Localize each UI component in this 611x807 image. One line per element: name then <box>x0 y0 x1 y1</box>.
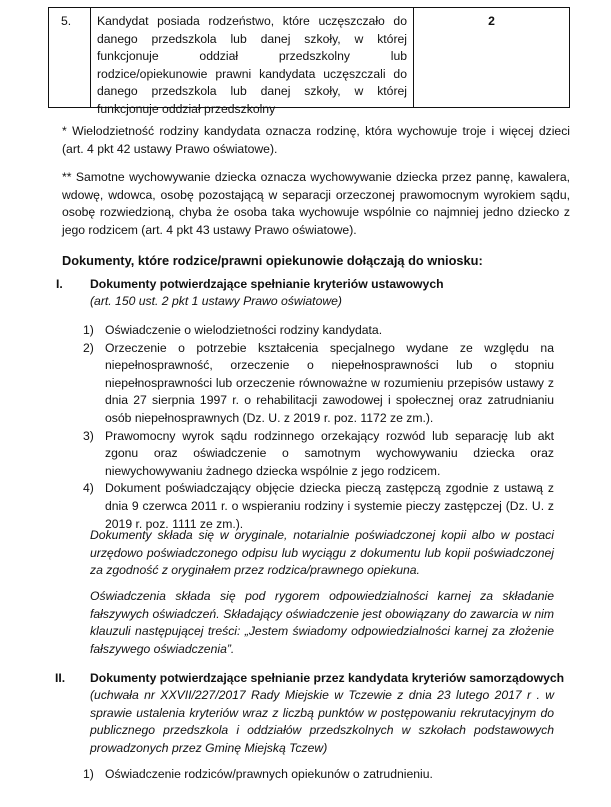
item-number: 1) <box>83 323 94 337</box>
section1-list <box>83 322 554 533</box>
item-number: 4) <box>83 481 94 496</box>
criterion-cell <box>91 8 414 116</box>
section1-title: Dokumenty potwierdzające spełnianie kryteriów ustawowych <box>90 277 444 291</box>
item-number: 2) <box>83 340 94 355</box>
criterion-text: Kandydat posiada rodzeństwo, które uczęszczało do danego przedszkola lub danej szkoły, w której funkcjonuje oddział przedszkolny lub rodzice/opiekunowie prawni kandydata uczęszczali do danego przedszkola lub danej szkoły, w której funkcjonuje oddział przedszkolny <box>97 14 407 116</box>
section1-numeral: I. <box>56 277 63 291</box>
list-item <box>83 340 554 428</box>
row-number-cell <box>48 8 91 107</box>
section2-title: Dokumenty potwierdzające spełnianie przez kandydata kryteriów samorządowych <box>90 671 565 685</box>
documents-heading: Dokumenty, które rodzice/prawni opiekunowie dołączają do wniosku: <box>62 253 483 268</box>
footnote-large-family: * Wielodzietność rodziny kandydata oznacza rodzinę, która wychowuje troje i więcej dzieci (art. 4 pkt 42 ustawy Prawo oświatowe). <box>62 124 570 156</box>
footnote-single-parent: ** Samotne wychowywanie dziecka oznacza wychowywanie dziecka przez pannę, kawalera, wdowę, wdowca, osobę pozostającą w separacji orzeczonej prawomocnym wyrokiem sądu, osobę rozwiedzioną, chyba że osoba taka wychowuje wspólnie co najmniej jedno dziecko z jego rodzicem (art. 4 pkt 43 ustawy Prawo oświatowe). <box>62 170 570 237</box>
section2-subtitle: (uchwała nr XXVII/227/2017 Rady Miejskie w Tczewie z dnia 23 lutego 2017 r . w sprawie ustalenia kryteriów wraz z liczbą punktów w postępowaniu rekrutacyjnym do publicznego przedszkola i oddziałów przedszkolnych w szkołach podstawowych prowadzonych przez Gminę Miejską Tczew) <box>90 688 554 755</box>
section2-list <box>83 766 554 784</box>
note-document-copies: Dokumenty składa się w oryginale, notarialnie poświadczonej kopii albo w postaci urzędowo poświadczonego odpisu lub wyciągu z dokumentu lub kopii poświadczonej za zgodność z oryginałem przez rodzica/prawnego opiekuna. <box>90 528 554 578</box>
points-value: 2 <box>488 14 495 28</box>
section2-numeral: II. <box>55 671 66 685</box>
criteria-table-row <box>48 7 570 116</box>
item-text: Oświadczenie o wielodzietności rodziny kandydata. <box>105 323 383 337</box>
list-item <box>83 766 554 784</box>
points-cell <box>414 8 570 107</box>
section1-subtitle: (art. 150 ust. 2 pkt 1 ustawy Prawo oświatowe) <box>90 294 342 308</box>
list-item <box>83 322 554 340</box>
row-number: 5. <box>61 14 72 28</box>
item-number: 3) <box>83 428 94 443</box>
item-text: Dokument poświadczający objęcie dziecka pieczą zastępczą zgodnie z ustawą z dnia 9 czerwca 2011 r. o wspieraniu rodziny i systemie pieczy zastępczej (Dz. U. z 2019 r. poz. 1111 ze zm.). <box>105 481 554 531</box>
list-item <box>83 428 554 481</box>
list-item <box>83 480 554 533</box>
item-number: 1) <box>83 767 94 781</box>
item-text: Prawomocny wyrok sądu rodzinnego orzekający rozwód lub separację lub akt zgonu oraz oświadczenie o samotnym wychowywaniu dziecka oraz niewychowywaniu żadnego dziecka wspólnie z jego rodzicem. <box>105 428 554 478</box>
item-text: Orzeczenie o potrzebie kształcenia specjalnego wydane ze względu na niepełnosprawność, orzeczenie o niepełnosprawności lub o stopniu niepełnosprawności lub orzeczenie równoważne w rozumieniu przepisów ustawy z dnia 27 sierpnia 1997 r. o rehabilitacji zawodowej i społecznej oraz zatrudnianiu osób niepełnosprawnych (Dz. U. z 2019 r. poz. 1172 ze zm.). <box>105 340 554 425</box>
note-statements-liability: Oświadczenia składa się pod rygorem odpowiedzialności karnej za składanie fałszywych oświadczeń. Składający oświadczenie jest obowiązany do zawarcia w nim klauzuli następującej treści: „Jestem świadomy odpowiedzialności karnej za złożenie fałszywego oświadczenia”. <box>90 589 554 656</box>
item-text: Oświadczenie rodziców/prawnych opiekunów o zatrudnieniu. <box>105 767 433 781</box>
